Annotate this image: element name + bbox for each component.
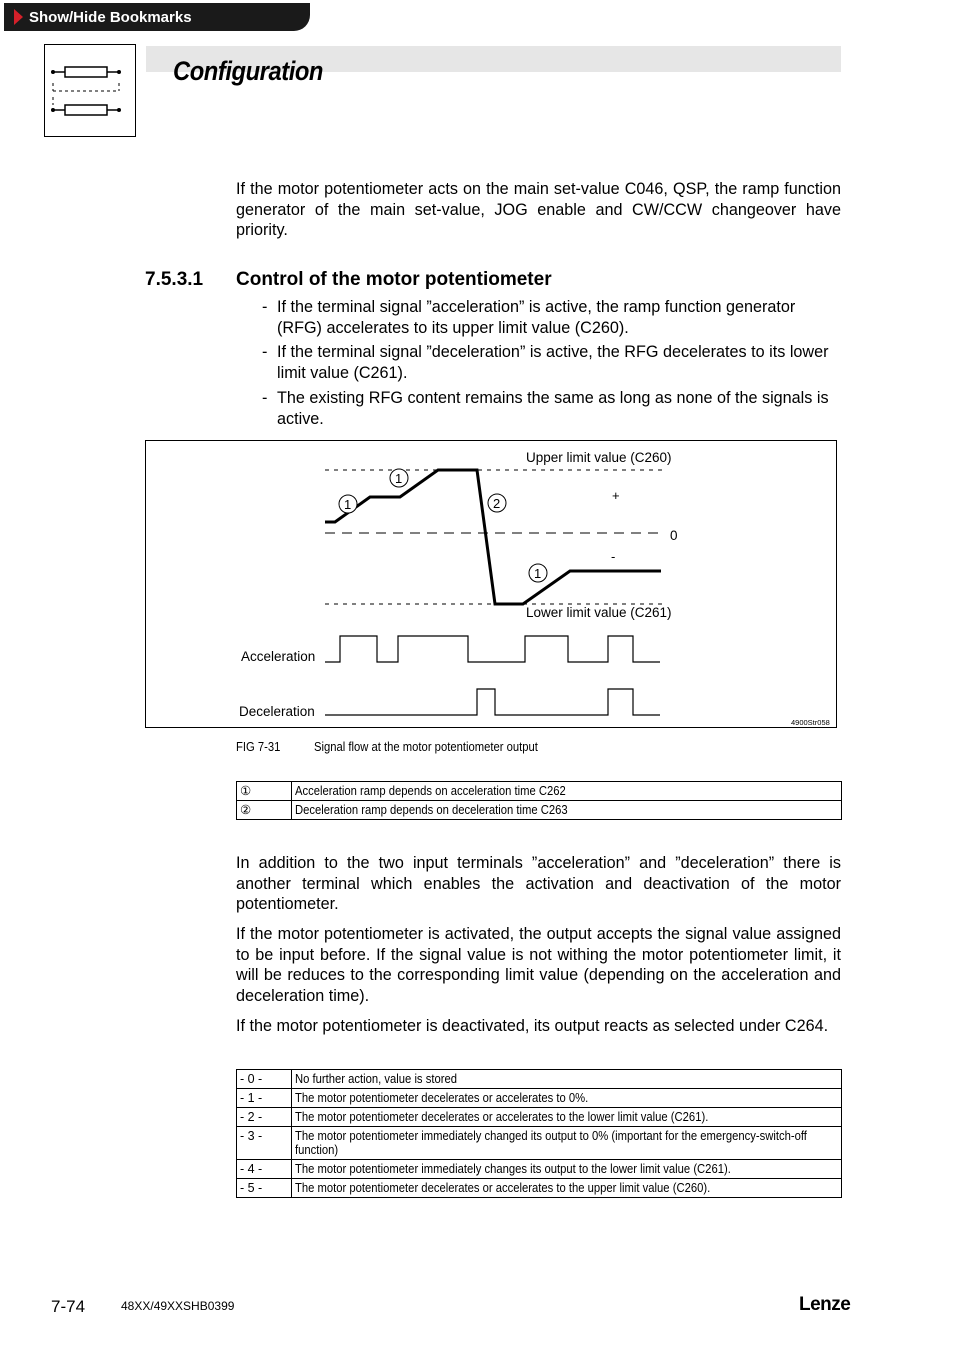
table-cell-text: No further action, value is stored	[292, 1070, 842, 1089]
lower-limit-label: Lower limit value (C261)	[526, 605, 672, 620]
acceleration-label: Acceleration	[241, 649, 316, 664]
legend-table	[236, 781, 842, 820]
deceleration-label: Deceleration	[239, 704, 315, 719]
marker-1	[390, 469, 408, 487]
circuit-diagram-icon	[45, 45, 135, 136]
show-hide-bookmarks-button[interactable]	[4, 3, 310, 31]
table-cell-text: Deceleration ramp depends on deceleration time C263	[292, 801, 842, 820]
intro-paragraph: If the motor potentiometer acts on the main set-value C046, QSP, the ramp function generator of the main set-value, JOG enable and CW/CCW changeover have priority.	[236, 180, 841, 239]
zero-label: 0	[670, 528, 678, 543]
table-row	[237, 1160, 842, 1179]
bullet-text: If the terminal signal ”acceleration” is active, the ramp function generator (RFG) accelerates to its upper limit value (C260).	[277, 298, 796, 337]
table-row	[237, 782, 842, 801]
chapter-icon	[44, 44, 136, 137]
section-title: Control of the motor potentiometer	[236, 269, 552, 290]
table-cell-key: ①	[237, 782, 292, 801]
upper-limit-label: Upper limit value (C260)	[526, 450, 672, 465]
figure-caption-text: Signal flow at the motor potentiometer output	[314, 740, 538, 754]
c264-table	[236, 1069, 842, 1198]
svg-text:1: 1	[395, 471, 403, 486]
body-paragraph: If the motor potentiometer is deactivated, its output reacts as selected under C264.	[236, 1017, 829, 1035]
table-cell-text: The motor potentiometer decelerates or accelerates to the upper limit value (C260).	[292, 1179, 842, 1198]
table-row	[237, 1089, 842, 1108]
table-cell-text: Acceleration ramp depends on acceleration time C262	[292, 782, 842, 801]
table-cell-key: - 5 -	[237, 1179, 292, 1198]
plus-label: +	[612, 488, 620, 503]
table-cell-text: The motor potentiometer immediately changed its output to 0% (important for the emergency-switch-off function)	[292, 1127, 842, 1160]
minus-label: -	[611, 549, 616, 564]
body-paragraph: If the motor potentiometer is activated, the output accepts the signal value assigned to be input before. If the signal value is not withing the motor potentiometer limit, it will be reduces to the corresponding limit value (depending on the acceleration and deceleration time).	[236, 925, 841, 1005]
bookmarks-label: Show/Hide Bookmarks	[29, 8, 192, 26]
table-cell-text: The motor potentiometer decelerates or accelerates to the lower limit value (C261).	[292, 1108, 842, 1127]
signal-flow-figure	[145, 440, 837, 728]
bullet-item: - If the terminal signal ”acceleration” is active, the ramp function generator (RFG) accelerates to its upper limit value (C260).	[262, 297, 841, 338]
body-paragraph: In addition to the two input terminals ”acceleration” and ”deceleration” there is another terminal which enables the activation and deactivation of the motor potentiometer.	[236, 854, 841, 913]
triangle-right-icon	[14, 9, 23, 25]
marker-1	[339, 495, 357, 513]
table-row	[237, 1127, 842, 1160]
figure-caption-number: FIG 7-31	[236, 740, 281, 754]
svg-text:1: 1	[534, 566, 542, 581]
page-number: 7-74	[51, 1297, 86, 1316]
page-title: Configuration	[173, 56, 324, 86]
marker-2	[488, 494, 506, 512]
document-code: 48XX/49XXSHB0399	[121, 1299, 235, 1313]
table-cell-key: - 0 -	[237, 1070, 292, 1089]
figure-ref-code: 4900Str058	[791, 718, 830, 727]
table-row	[237, 1108, 842, 1127]
table-row	[237, 1070, 842, 1089]
table-cell-key: - 1 -	[237, 1089, 292, 1108]
bullet-text: The existing RFG content remains the same as long as none of the signals is active.	[277, 389, 829, 428]
svg-text:1: 1	[344, 497, 352, 512]
table-cell-key: - 2 -	[237, 1108, 292, 1127]
bullet-text: If the terminal signal ”deceleration” is active, the RFG decelerates to its lower limit value (C261).	[277, 343, 829, 382]
bullet-item: - If the terminal signal ”deceleration” is active, the RFG decelerates to its lower limit value (C261).	[262, 342, 841, 383]
brand-logo: Lenze	[799, 1294, 851, 1315]
table-cell-key: - 4 -	[237, 1160, 292, 1179]
table-cell-text: The motor potentiometer decelerates or accelerates to 0%.	[292, 1089, 842, 1108]
table-cell-text: The motor potentiometer immediately changes its output to the lower limit value (C261).	[292, 1160, 842, 1179]
table-cell-key: - 3 -	[237, 1127, 292, 1160]
table-row	[237, 801, 842, 820]
table-row	[237, 1179, 842, 1198]
bullet-item: - The existing RFG content remains the same as long as none of the signals is active.	[262, 388, 841, 429]
svg-text:2: 2	[493, 496, 501, 511]
section-number: 7.5.3.1	[145, 269, 204, 290]
table-cell-key: ②	[237, 801, 292, 820]
marker-1	[529, 564, 547, 582]
